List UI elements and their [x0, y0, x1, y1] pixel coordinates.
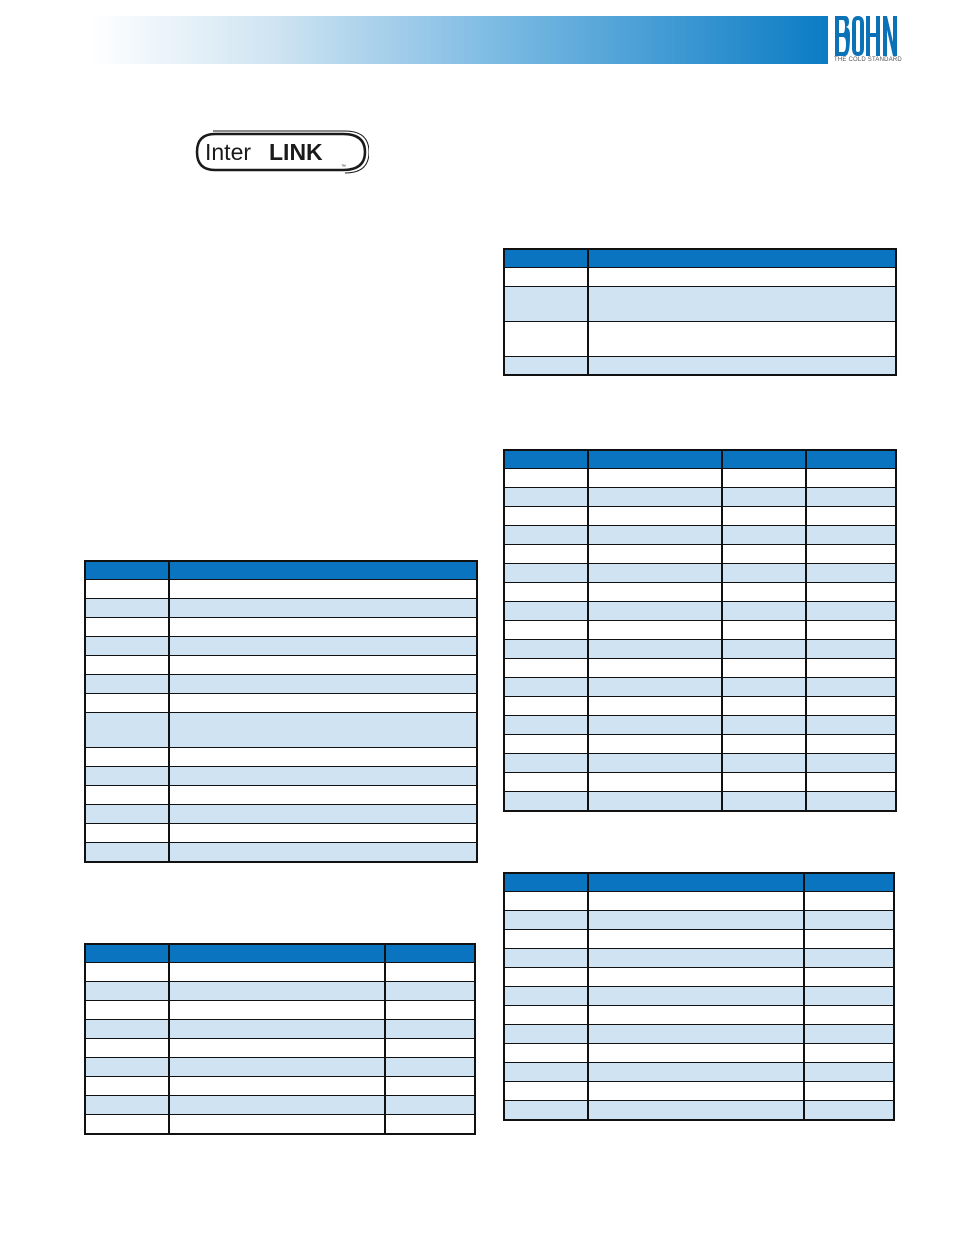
table-row [504, 987, 894, 1006]
table-row [85, 1077, 475, 1096]
table-row [85, 1020, 475, 1039]
table-row [85, 767, 477, 786]
table-row [504, 678, 896, 697]
table-row [504, 754, 896, 773]
table-row [504, 268, 896, 287]
table-row [85, 963, 475, 982]
table-row [85, 713, 477, 748]
table-row [85, 637, 477, 656]
right-table-2 [503, 449, 897, 812]
table-row [504, 545, 896, 564]
table-row [85, 580, 477, 599]
table-row [504, 930, 894, 949]
table-row [504, 640, 896, 659]
left-table-1 [84, 560, 478, 863]
table-header-row [504, 450, 896, 469]
table-row [85, 1058, 475, 1077]
table-row [85, 694, 477, 713]
interlink-logo-icon [193, 128, 369, 178]
table-row [504, 792, 896, 811]
right-table-1 [503, 248, 897, 376]
table-row [504, 773, 896, 792]
table-row [85, 1039, 475, 1058]
svg-text:LINK: LINK [269, 139, 323, 165]
table-row [85, 805, 477, 824]
table-row [85, 748, 477, 767]
table-row [504, 357, 896, 375]
table-row [85, 1115, 475, 1134]
table-row [504, 716, 896, 735]
bohn-logo-icon [833, 14, 899, 59]
table-row [504, 1082, 894, 1101]
table-row [504, 911, 894, 930]
table-row [504, 892, 894, 911]
table-row [504, 1101, 894, 1120]
table-row [504, 1025, 894, 1044]
svg-text:™: ™ [341, 164, 346, 170]
table-row [504, 949, 894, 968]
table-row [85, 786, 477, 805]
table-row [504, 583, 896, 602]
table-row [504, 1006, 894, 1025]
table-row [504, 697, 896, 716]
table-row [504, 602, 896, 621]
table-row [504, 968, 894, 987]
right-table-3 [503, 872, 895, 1121]
table-row [85, 1001, 475, 1020]
table-row [504, 322, 896, 357]
svg-text:Inter: Inter [205, 139, 252, 165]
table-row [504, 735, 896, 754]
table-row [85, 599, 477, 618]
brand-tagline: THE COLD STANDARD [834, 57, 902, 63]
table-row [504, 469, 896, 488]
table-row [504, 659, 896, 678]
table-row [85, 656, 477, 675]
table-row [504, 526, 896, 545]
table-row [504, 507, 896, 526]
table-row [504, 621, 896, 640]
table-row [504, 564, 896, 583]
table-row [504, 1063, 894, 1082]
table-row [85, 824, 477, 843]
left-table-2 [84, 943, 476, 1135]
table-header-row [504, 249, 896, 268]
table-row [504, 287, 896, 322]
table-row [85, 843, 477, 862]
table-row [85, 675, 477, 694]
table-header-row [85, 944, 475, 963]
table-row [504, 488, 896, 507]
table-row [85, 1096, 475, 1115]
table-row [85, 982, 475, 1001]
header-banner [90, 16, 828, 64]
table-row [85, 618, 477, 637]
table-header-row [504, 873, 894, 892]
table-row [504, 1044, 894, 1063]
table-header-row [85, 561, 477, 580]
